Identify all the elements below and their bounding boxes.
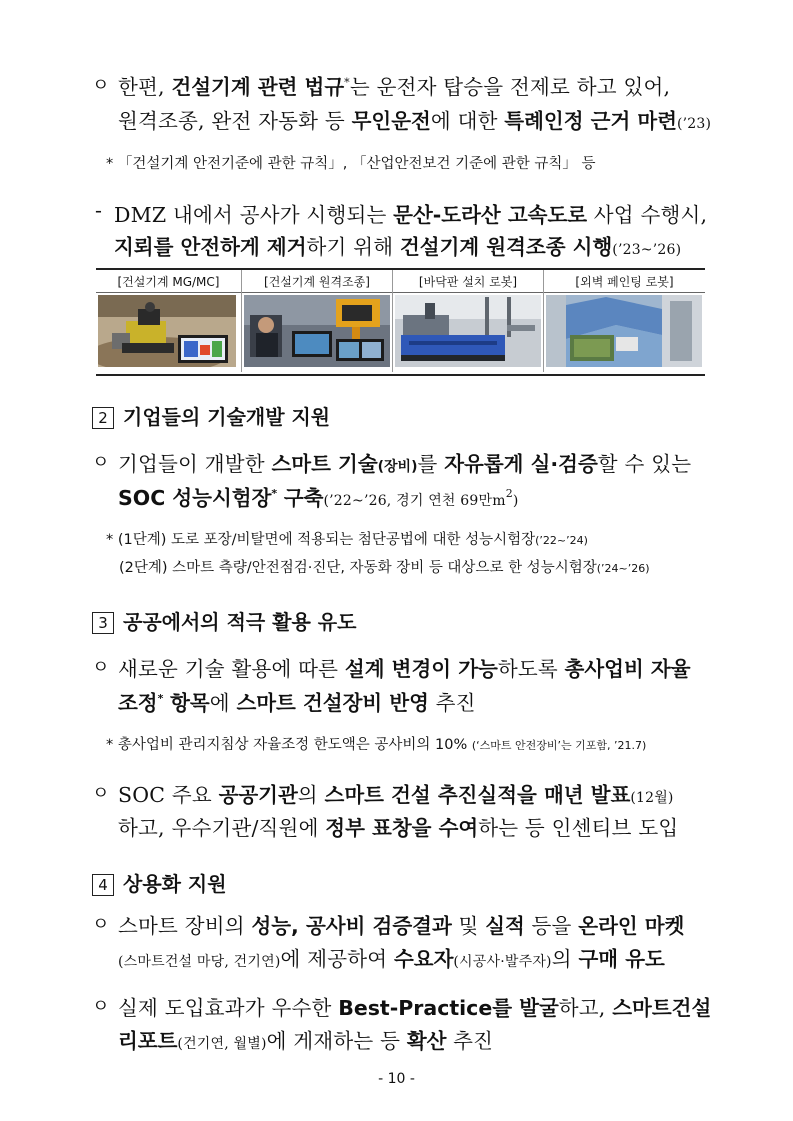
text: ) [512, 493, 519, 509]
bullet-marker: ㅇ [92, 75, 110, 96]
section-number: 2 [92, 407, 114, 429]
bold-text: 구축 [283, 486, 324, 510]
photo-table [96, 268, 705, 376]
bold-text: 구매 유도 [578, 947, 665, 971]
photo-caption: [외벽 페인팅 로봇] [544, 272, 705, 293]
paragraph-line [114, 230, 681, 260]
bold-text: 문산-도라산 고속도로 [393, 203, 588, 227]
text: 하는 등 인센티브 도입 [478, 816, 679, 840]
text: 를 [417, 452, 438, 476]
section-number: 3 [92, 612, 114, 634]
footnote-marker: * [157, 692, 164, 706]
bold-text: 스마트건설 [612, 996, 712, 1020]
bold-text: 무인운전 [351, 109, 431, 133]
text: 추진 [435, 691, 476, 715]
text: (12월) [630, 790, 674, 806]
text: 추진 [453, 1029, 494, 1053]
text: 에 제공하여 [280, 947, 388, 971]
section-title: 상용화 지원 [123, 872, 227, 896]
text: 의 [297, 783, 318, 807]
bold-text: 특례인정 근거 마련 [504, 109, 677, 133]
paragraph-line [118, 481, 519, 511]
footnote [119, 556, 650, 577]
bold-text: 자유롭게 실·검증 [444, 452, 598, 476]
text: (’23~’26) [612, 242, 682, 258]
bold-text: 건설기계 원격조종 시행 [399, 235, 613, 259]
text: 는 운전자 탑승을 전제로 하고 있어, [349, 75, 671, 99]
section-title: 공공에서의 적극 활용 유도 [123, 610, 357, 634]
dash-marker: - [95, 198, 103, 222]
photo-caption: [건설기계 원격조종] [242, 272, 392, 293]
bullet-marker: ㅇ [92, 783, 110, 804]
text: 의 [551, 947, 572, 971]
paragraph-line [118, 991, 711, 1021]
bold-text: 수요자 [393, 947, 454, 971]
bold-text: 확산 [406, 1029, 447, 1053]
paragraph-line [118, 447, 691, 477]
text: * 총사업비 관리지침상 자율조정 한도액은 공사비의 10% [106, 737, 468, 753]
bold-text: 항목 [170, 691, 210, 715]
bold-text: 지뢰를 안전하게 제거 [114, 235, 307, 259]
text: (’24~’26) [596, 562, 650, 575]
text: 하기 위해 [306, 235, 394, 259]
text: (’22~’24) [535, 534, 588, 547]
footnote: * 「건설기계 안전기준에 관한 규칙」, 「산업안전보건 기준에 관한 규칙」 등 [106, 156, 596, 172]
text: 한편, [118, 75, 165, 99]
text: 등을 [531, 914, 572, 938]
bold-text: 리포트 [118, 1029, 178, 1053]
bullet-marker: ㅇ [92, 996, 110, 1017]
section-heading [92, 868, 227, 897]
paragraph-line [118, 652, 691, 682]
text: (건기연, 월별) [177, 1036, 267, 1052]
text: 및 [458, 914, 479, 938]
bold-text: 스마트 건설장비 반영 [236, 691, 429, 715]
bullet-marker: ㅇ [92, 657, 110, 678]
section-heading [92, 401, 330, 430]
bulldozer-mg-mc-photo [98, 295, 236, 367]
bold-text: 총사업비 자율 [564, 657, 691, 681]
paragraph-line [118, 778, 674, 808]
text: (’23) [677, 116, 712, 132]
text: (시공사·발주자) [453, 954, 552, 970]
bold-text: 설계 변경이 가능 [344, 657, 498, 681]
bold-text: 스마트 기술 [271, 452, 378, 476]
text: 실제 도입효과가 우수한 [118, 996, 332, 1020]
text: 에 대한 [430, 109, 498, 133]
text: DMZ 내에서 공사가 시행되는 [114, 203, 387, 227]
bullet-marker: ㅇ [92, 914, 110, 935]
text: 하도록 [497, 657, 558, 681]
bold-text: 공공기관 [218, 783, 298, 807]
paragraph-line [118, 1024, 493, 1054]
paragraph-line [118, 686, 476, 716]
paragraph-line [118, 70, 670, 100]
text: 할 수 있는 [597, 452, 692, 476]
bold-text: Best-Practice를 발굴 [338, 996, 559, 1020]
text: * (1단계) 도로 포장/비탈면에 적용되는 첨단공법에 대한 성능시험장 [106, 532, 536, 548]
footnote [106, 733, 646, 754]
page-number: - 10 - [378, 1071, 415, 1087]
paragraph-line [118, 909, 684, 939]
remote-control-photo [244, 295, 390, 367]
text: 사업 수행시, [593, 203, 708, 227]
text: 하고, 우수기관/직원에 [118, 816, 319, 840]
bold-text: 건설기계 관련 법규 [171, 75, 345, 99]
paragraph-line [118, 104, 711, 134]
bold-text: 스마트 건설 추진실적을 매년 발표 [324, 783, 631, 807]
footnote-marker: * [344, 76, 350, 90]
bold-text: 온라인 마켓 [578, 914, 685, 938]
paragraph-line [118, 942, 665, 972]
text: 원격조종, 완전 자동화 등 [118, 109, 345, 133]
bold-text: 실적 [485, 914, 525, 938]
wall-painting-robot-photo [546, 295, 702, 367]
text: SOC 주요 [118, 783, 212, 807]
section-number: 4 [92, 874, 114, 896]
text: 에 게재하는 등 [266, 1029, 401, 1053]
text: (‘스마트 안전장비’는 기포함, ’21.7) [471, 739, 647, 752]
photo-caption: [건설기계 MG/MC] [96, 272, 241, 293]
text: (2단계) 스마트 측량/안전점검·진단, 자동화 장비 등 대상으로 한 성능시험장 [119, 560, 597, 576]
bullet-marker: ㅇ [92, 452, 110, 473]
text: (스마트건설 마당, 건기연) [118, 954, 281, 970]
text: (’22~’26, 경기 연천 69만m [323, 493, 506, 509]
text: 에 [209, 691, 230, 715]
section-heading [92, 606, 356, 635]
bold-text: 조정 [118, 691, 158, 715]
footnote-marker: * [271, 487, 278, 501]
text: 스마트 장비의 [118, 914, 245, 938]
photo-caption: [바닥판 설치 로봇] [393, 272, 543, 293]
bold-text: (장비) [377, 459, 418, 475]
bold-text: 정부 표창을 수여 [325, 816, 479, 840]
section-title: 기업들의 기술개발 지원 [123, 405, 331, 429]
bold-text: SOC 성능시험장 [118, 486, 272, 510]
text: 기업들이 개발한 [118, 452, 265, 476]
text: 하고, [558, 996, 606, 1020]
footnote [106, 528, 588, 549]
text: 새로운 기술 활용에 따른 [118, 657, 339, 681]
paragraph-line [114, 198, 707, 228]
floor-plate-robot-photo [395, 295, 541, 367]
bold-text: 성능, 공사비 검증결과 [251, 914, 452, 938]
superscript: 2 [505, 487, 513, 501]
paragraph-line [118, 811, 678, 841]
